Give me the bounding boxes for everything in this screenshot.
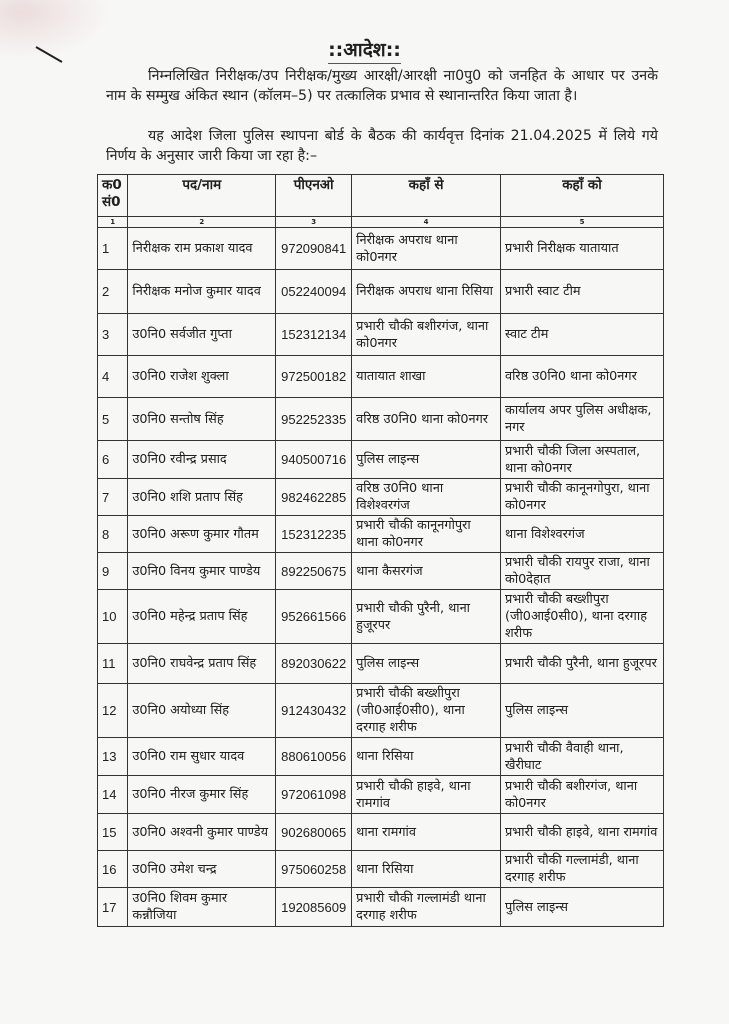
table-row — [98, 398, 664, 441]
row-pno: 892250675 — [276, 553, 352, 590]
row-serial-no: 6 — [98, 441, 128, 479]
row-serial-no: 15 — [98, 814, 128, 851]
row-pno: 975060258 — [276, 851, 352, 888]
row-to: प्रभारी निरीक्षक यातायात — [501, 228, 664, 270]
table-header-row — [98, 175, 664, 217]
row-serial-no: 17 — [98, 888, 128, 927]
table-row — [98, 356, 664, 398]
row-post-name: उ0नि0 राम सुधार यादव — [128, 738, 276, 776]
table-row — [98, 684, 664, 738]
row-pno: 982462285 — [276, 479, 352, 516]
row-serial-no: 13 — [98, 738, 128, 776]
row-from: वरिष्ठ उ0नि0 थाना विशेश्वरगंज — [352, 479, 501, 516]
row-post-name: उ0नि0 राजेश शुक्ला — [128, 356, 276, 398]
row-post-name: उ0नि0 रवीन्द्र प्रसाद — [128, 441, 276, 479]
transfer-table — [97, 174, 664, 927]
row-from: पुलिस लाइन्स — [352, 644, 501, 684]
row-from: प्रभारी चौकी बशीरगंज, थाना को0नगर — [352, 314, 501, 356]
table-row — [98, 441, 664, 479]
row-post-name: उ0नि0 राघवेन्द्र प्रताप सिंह — [128, 644, 276, 684]
order-title-text: ::आदेश:: — [328, 39, 401, 64]
table-row — [98, 590, 664, 644]
column-number: 1 — [98, 217, 128, 228]
row-post-name: निरीक्षक राम प्रकाश यादव — [128, 228, 276, 270]
header-pno: पीएनओ — [276, 175, 352, 217]
row-from: थाना रिसिया — [352, 738, 501, 776]
table-row — [98, 814, 664, 851]
column-number-row — [98, 217, 664, 228]
row-serial-no: 4 — [98, 356, 128, 398]
order-paragraph-1: निम्नलिखित निरीक्षक/उप निरीक्षक/मुख्य आरक्षी/आरक्षी ना0पु0 को जनहित के आधार पर उनके नाम के सम्मुख अंकित स्थान (कॉलम–5) पर तत्कालिक प्रभाव से स्थानान्तरित किया जाता है। — [106, 68, 658, 104]
row-post-name: उ0नि0 महेन्द्र प्रताप सिंह — [128, 590, 276, 644]
column-number: 4 — [352, 217, 501, 228]
row-serial-no: 2 — [98, 270, 128, 314]
row-pno: 972500182 — [276, 356, 352, 398]
row-from: प्रभारी चौकी गल्लामंडी थाना दरगाह शरीफ — [352, 888, 501, 927]
row-to: प्रभारी चौकी वैवाही थाना, खैरीघाट — [501, 738, 664, 776]
row-to: वरिष्ठ उ0नि0 थाना को0नगर — [501, 356, 664, 398]
row-from: प्रभारी चौकी बख्शीपुरा (जी0आई0सी0), थाना दरगाह शरीफ — [352, 684, 501, 738]
row-from: निरीक्षक अपराध थाना रिसिया — [352, 270, 501, 314]
row-from: प्रभारी चौकी कानूनगोपुरा थाना को0नगर — [352, 516, 501, 553]
row-to: प्रभारी चौकी पुरैनी, थाना हुजूरपर — [501, 644, 664, 684]
order-paragraph-2: यह आदेश जिला पुलिस स्थापना बोर्ड के बैठक की कार्यवृत्त दिनांक 21.04.2025 में लिये गये निर्णय के अनुसार जारी किया जा रहा है:– — [106, 128, 658, 164]
table-row — [98, 516, 664, 553]
row-to: प्रभारी चौकी गल्लामंडी, थाना दरगाह शरीफ — [501, 851, 664, 888]
row-post-name: उ0नि0 विनय कुमार पाण्डेय — [128, 553, 276, 590]
row-to: स्वाट टीम — [501, 314, 664, 356]
row-to: प्रभारी चौकी जिला अस्पताल, थाना को0नगर — [501, 441, 664, 479]
row-to: प्रभारी चौकी हाइवे, थाना रामगांव — [501, 814, 664, 851]
row-post-name: उ0नि0 अयोध्या सिंह — [128, 684, 276, 738]
row-from: थाना कैसरगंज — [352, 553, 501, 590]
table-row — [98, 851, 664, 888]
row-pno: 940500716 — [276, 441, 352, 479]
row-serial-no: 14 — [98, 776, 128, 814]
row-to: पुलिस लाइन्स — [501, 888, 664, 927]
table-row — [98, 553, 664, 590]
row-pno: 952252335 — [276, 398, 352, 441]
row-serial-no: 10 — [98, 590, 128, 644]
row-post-name: उ0नि0 शिवम कुमार कन्नौजिया — [128, 888, 276, 927]
row-serial-no: 9 — [98, 553, 128, 590]
table-row — [98, 644, 664, 684]
column-number: 2 — [128, 217, 276, 228]
row-from: थाना रामगांव — [352, 814, 501, 851]
row-serial-no: 5 — [98, 398, 128, 441]
column-number: 3 — [276, 217, 352, 228]
table-row — [98, 479, 664, 516]
row-serial-no: 12 — [98, 684, 128, 738]
row-to: प्रभारी स्वाट टीम — [501, 270, 664, 314]
row-to: प्रभारी चौकी बशीरगंज, थाना को0नगर — [501, 776, 664, 814]
row-pno: 972061098 — [276, 776, 352, 814]
row-post-name: उ0नि0 नीरज कुमार सिंह — [128, 776, 276, 814]
row-post-name: उ0नि0 सन्तोष सिंह — [128, 398, 276, 441]
row-pno: 902680065 — [276, 814, 352, 851]
row-serial-no: 8 — [98, 516, 128, 553]
row-pno: 052240094 — [276, 270, 352, 314]
row-from: प्रभारी चौकी पुरैनी, थाना हुजूरपर — [352, 590, 501, 644]
row-serial-no: 7 — [98, 479, 128, 516]
table-row — [98, 314, 664, 356]
row-post-name: उ0नि0 सर्वजीत गुप्ता — [128, 314, 276, 356]
table-row — [98, 228, 664, 270]
row-pno: 192085609 — [276, 888, 352, 927]
table-row — [98, 888, 664, 927]
row-pno: 880610056 — [276, 738, 352, 776]
row-from: यातायात शाखा — [352, 356, 501, 398]
row-from: पुलिस लाइन्स — [352, 441, 501, 479]
row-pno: 152312134 — [276, 314, 352, 356]
row-post-name: उ0नि0 अरूण कुमार गौतम — [128, 516, 276, 553]
row-pno: 892030622 — [276, 644, 352, 684]
row-from: निरीक्षक अपराध थाना को0नगर — [352, 228, 501, 270]
row-from: प्रभारी चौकी हाइवे, थाना रामगांव — [352, 776, 501, 814]
row-pno: 952661566 — [276, 590, 352, 644]
table-row — [98, 738, 664, 776]
row-post-name: उ0नि0 अश्वनी कुमार पाण्डेय — [128, 814, 276, 851]
column-number: 5 — [501, 217, 664, 228]
row-pno: 912430432 — [276, 684, 352, 738]
row-to: थाना विशेश्वरगंज — [501, 516, 664, 553]
row-post-name: उ0नि0 उमेश चन्द्र — [128, 851, 276, 888]
table-row — [98, 270, 664, 314]
row-pno: 152312235 — [276, 516, 352, 553]
row-from: थाना रिसिया — [352, 851, 501, 888]
row-to: प्रभारी चौकी रायपुर राजा, थाना को0देहात — [501, 553, 664, 590]
header-to: कहाँ को — [501, 175, 664, 217]
row-post-name: उ0नि0 शशि प्रताप सिंह — [128, 479, 276, 516]
header-serial-no: क0 सं0 — [98, 175, 128, 217]
header-post-name: पद/नाम — [128, 175, 276, 217]
row-pno: 972090841 — [276, 228, 352, 270]
row-post-name: निरीक्षक मनोज कुमार यादव — [128, 270, 276, 314]
row-serial-no: 3 — [98, 314, 128, 356]
row-serial-no: 16 — [98, 851, 128, 888]
row-to: प्रभारी चौकी कानूनगोपुरा, थाना को0नगर — [501, 479, 664, 516]
row-serial-no: 11 — [98, 644, 128, 684]
row-to: कार्यालय अपर पुलिस अधीक्षक, नगर — [501, 398, 664, 441]
header-from: कहाँ से — [352, 175, 501, 217]
row-serial-no: 1 — [98, 228, 128, 270]
order-title — [0, 36, 729, 62]
row-from: वरिष्ठ उ0नि0 थाना को0नगर — [352, 398, 501, 441]
row-to: पुलिस लाइन्स — [501, 684, 664, 738]
table-row — [98, 776, 664, 814]
row-to: प्रभारी चौकी बख्शीपुरा (जी0आई0सी0), थाना दरगाह शरीफ — [501, 590, 664, 644]
